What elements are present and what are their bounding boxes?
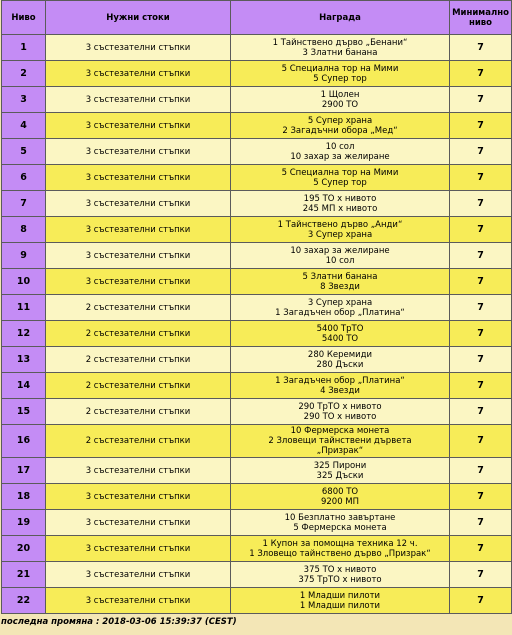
reward-cell <box>231 61 450 87</box>
level-cell: 3 <box>2 87 46 113</box>
goods-cell: 2 състезателни стъпки <box>46 399 231 425</box>
reward-line: 1 Загадъчен обор „Платина“ <box>275 375 405 386</box>
reward-cell <box>231 113 450 139</box>
reward-cell <box>231 425 450 458</box>
level-cell: 14 <box>2 373 46 399</box>
reward-cell <box>231 536 450 562</box>
reward-line: 5 Фермерска монета <box>293 522 387 533</box>
goods-cell: 3 състезателни стъпки <box>46 61 231 87</box>
min-level-cell: 7 <box>450 321 512 347</box>
goods-cell: 2 състезателни стъпки <box>46 321 231 347</box>
table-row <box>2 484 512 510</box>
level-cell: 22 <box>2 588 46 614</box>
reward-line: 280 Дъски <box>316 359 364 370</box>
reward-cell <box>231 484 450 510</box>
level-cell: 1 <box>2 35 46 61</box>
min-level-cell: 7 <box>450 217 512 243</box>
goods-cell: 3 състезателни стъпки <box>46 113 231 139</box>
reward-line: 5 Златни банана <box>302 271 378 282</box>
reward-line: 9200 МП <box>320 496 360 507</box>
reward-line: 1 Зловещо тайнствено дърво „Призрак“ <box>249 548 431 559</box>
reward-line: 10 Безплатно завъртане <box>284 512 396 523</box>
level-cell: 8 <box>2 217 46 243</box>
reward-line: „Призрак“ <box>316 446 364 456</box>
reward-line: 1 Тайнствено дърво „Анди“ <box>277 219 403 230</box>
level-cell: 11 <box>2 295 46 321</box>
table-header-row <box>2 1 512 35</box>
level-cell: 15 <box>2 399 46 425</box>
min-level-cell: 7 <box>450 35 512 61</box>
level-cell: 16 <box>2 425 46 458</box>
min-level-cell: 7 <box>450 399 512 425</box>
reward-line: 1 Младши пилоти <box>299 590 381 601</box>
reward-line: 1 Щолен <box>320 89 360 100</box>
goods-cell: 3 състезателни стъпки <box>46 510 231 536</box>
reward-line: 1 Купон за помощна техника 12 ч. <box>262 538 418 549</box>
goods-cell: 2 състезателни стъпки <box>46 425 231 458</box>
level-cell: 7 <box>2 191 46 217</box>
reward-line: 10 захар за желиране <box>290 245 390 256</box>
level-cell: 10 <box>2 269 46 295</box>
table-row <box>2 373 512 399</box>
reward-line: 280 Керемиди <box>307 349 373 360</box>
reward-cell <box>231 295 450 321</box>
level-cell: 5 <box>2 139 46 165</box>
table-row <box>2 35 512 61</box>
goods-cell: 3 състезателни стъпки <box>46 35 231 61</box>
reward-cell <box>231 399 450 425</box>
reward-line: 5 Супер тор <box>313 73 367 84</box>
min-level-cell: 7 <box>450 347 512 373</box>
header-reward: Награда <box>231 1 450 35</box>
goods-cell: 2 състезателни стъпки <box>46 347 231 373</box>
reward-line: 1 Загадъчен обор „Платина“ <box>275 307 405 318</box>
table-row <box>2 243 512 269</box>
reward-line: 195 ТО х нивото <box>303 193 377 204</box>
reward-line: 5 Специална тор на Мими <box>281 167 399 178</box>
reward-cell <box>231 269 450 295</box>
level-cell: 12 <box>2 321 46 347</box>
table-row <box>2 191 512 217</box>
reward-line: 6800 ТО <box>321 486 359 497</box>
reward-line: 2900 ТО <box>321 99 359 110</box>
table-row <box>2 588 512 614</box>
table-row <box>2 217 512 243</box>
min-level-cell: 7 <box>450 295 512 321</box>
level-cell: 20 <box>2 536 46 562</box>
level-cell: 18 <box>2 484 46 510</box>
table-row <box>2 295 512 321</box>
reward-cell <box>231 165 450 191</box>
table-row <box>2 269 512 295</box>
goods-cell: 3 състезателни стъпки <box>46 562 231 588</box>
reward-cell <box>231 458 450 484</box>
goods-cell: 3 състезателни стъпки <box>46 243 231 269</box>
min-level-cell: 7 <box>450 61 512 87</box>
table-row <box>2 458 512 484</box>
reward-line: 1 Младши пилоти <box>299 600 381 611</box>
min-level-cell: 7 <box>450 373 512 399</box>
reward-line: 375 ТО х нивото <box>303 564 377 575</box>
reward-line: 5 Специална тор на Мими <box>281 63 399 74</box>
goods-cell: 3 състезателни стъпки <box>46 536 231 562</box>
min-level-cell: 7 <box>450 165 512 191</box>
goods-cell: 3 състезателни стъпки <box>46 217 231 243</box>
reward-line: 290 ТрТО х нивото <box>298 401 382 412</box>
header-goods: Нужни стоки <box>46 1 231 35</box>
table-row <box>2 61 512 87</box>
level-cell: 4 <box>2 113 46 139</box>
table-row <box>2 165 512 191</box>
reward-line: 325 Дъски <box>316 470 364 481</box>
table-row <box>2 399 512 425</box>
goods-cell: 3 състезателни стъпки <box>46 87 231 113</box>
table-row <box>2 425 512 458</box>
min-level-cell: 7 <box>450 191 512 217</box>
goods-cell: 3 състезателни стъпки <box>46 139 231 165</box>
table-row <box>2 87 512 113</box>
goods-cell: 3 състезателни стъпки <box>46 191 231 217</box>
reward-cell <box>231 139 450 165</box>
reward-cell <box>231 347 450 373</box>
header-min-level <box>450 1 512 35</box>
level-cell: 13 <box>2 347 46 373</box>
reward-cell <box>231 373 450 399</box>
reward-line: 8 Звезди <box>320 281 360 292</box>
min-level-cell: 7 <box>450 510 512 536</box>
reward-line: 375 ТрТО х нивото <box>298 574 382 585</box>
reward-line: 1 Тайнствено дърво „Бенани“ <box>272 37 408 48</box>
reward-line: 10 Фермерска монета <box>290 426 390 436</box>
reward-cell <box>231 243 450 269</box>
reward-line: 2 Зловещи тайнствени дървета <box>268 436 412 446</box>
min-level-cell: 7 <box>450 87 512 113</box>
reward-cell <box>231 191 450 217</box>
reward-line: 3 Супер храна <box>307 229 373 240</box>
goods-cell: 3 състезателни стъпки <box>46 165 231 191</box>
reward-line: 5400 ТрТО <box>316 323 364 334</box>
min-level-cell: 7 <box>450 588 512 614</box>
reward-cell <box>231 562 450 588</box>
header-min-level-line1: Минимално <box>452 7 509 18</box>
reward-line: 4 Звезди <box>320 385 360 396</box>
reward-line: 10 сол <box>325 255 355 266</box>
level-cell: 19 <box>2 510 46 536</box>
reward-line: 3 Златни банана <box>302 47 378 58</box>
min-level-cell: 7 <box>450 425 512 458</box>
table-row <box>2 139 512 165</box>
min-level-cell: 7 <box>450 484 512 510</box>
min-level-cell: 7 <box>450 536 512 562</box>
reward-line: 10 сол <box>325 141 355 152</box>
level-cell: 17 <box>2 458 46 484</box>
reward-line: 2 Загадъчни обора „Мед“ <box>282 125 398 136</box>
goods-cell: 3 състезателни стъпки <box>46 458 231 484</box>
level-cell: 21 <box>2 562 46 588</box>
reward-line: 3 Супер храна <box>307 297 373 308</box>
reward-cell <box>231 87 450 113</box>
reward-cell <box>231 217 450 243</box>
goods-cell: 3 състезателни стъпки <box>46 269 231 295</box>
reward-cell <box>231 35 450 61</box>
reward-line: 245 МП х нивото <box>302 203 378 214</box>
table-row <box>2 536 512 562</box>
reward-line: 325 Пирони <box>313 460 367 471</box>
table-row <box>2 113 512 139</box>
min-level-cell: 7 <box>450 243 512 269</box>
table-row <box>2 510 512 536</box>
table-row <box>2 321 512 347</box>
header-min-level-line2: ниво <box>468 17 493 28</box>
min-level-cell: 7 <box>450 139 512 165</box>
table-row <box>2 562 512 588</box>
table-row <box>2 347 512 373</box>
min-level-cell: 7 <box>450 113 512 139</box>
goods-cell: 3 състезателни стъпки <box>46 484 231 510</box>
reward-cell <box>231 321 450 347</box>
level-cell: 6 <box>2 165 46 191</box>
reward-line: 290 ТО х нивото <box>303 411 377 422</box>
goods-cell: 2 състезателни стъпки <box>46 295 231 321</box>
min-level-cell: 7 <box>450 458 512 484</box>
min-level-cell: 7 <box>450 269 512 295</box>
reward-cell <box>231 510 450 536</box>
levels-table <box>1 0 512 614</box>
goods-cell: 3 състезателни стъпки <box>46 588 231 614</box>
last-modified-text: последна промяна : 2018-03-06 15:39:37 (CEST) <box>1 617 237 627</box>
level-cell: 9 <box>2 243 46 269</box>
reward-line: 5 Супер храна <box>307 115 373 126</box>
reward-cell <box>231 588 450 614</box>
reward-line: 5 Супер тор <box>313 177 367 188</box>
min-level-cell: 7 <box>450 562 512 588</box>
goods-cell: 2 състезателни стъпки <box>46 373 231 399</box>
reward-line: 5400 ТО <box>321 333 359 344</box>
reward-line: 10 захар за желиране <box>290 151 390 162</box>
table-body <box>2 35 512 614</box>
header-level: Ниво <box>2 1 46 35</box>
level-cell: 2 <box>2 61 46 87</box>
